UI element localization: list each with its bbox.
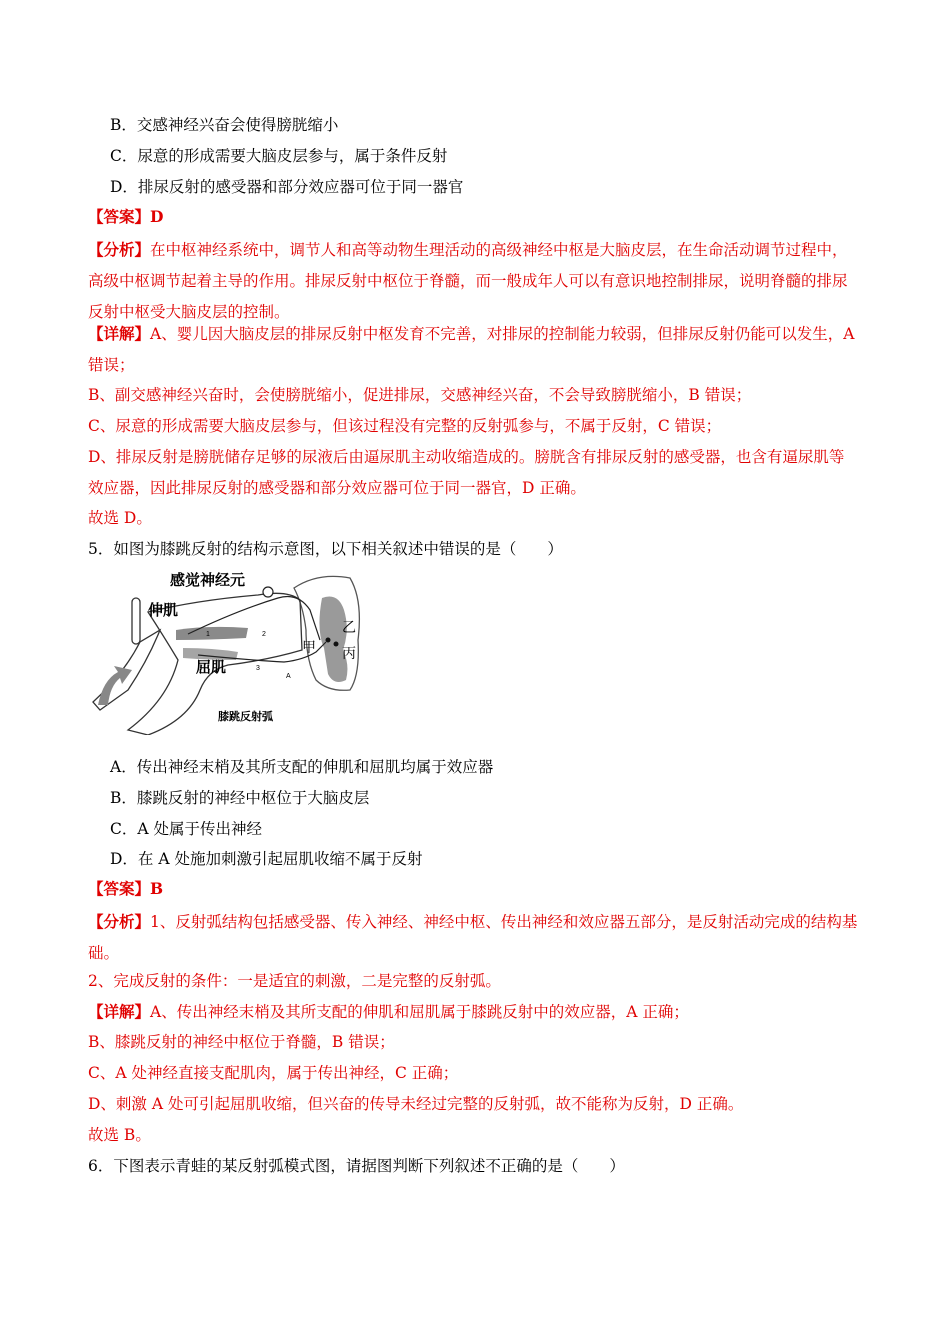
label-extensor: 伸肌 <box>148 602 179 619</box>
extensor-muscle <box>176 627 248 640</box>
label-sensory-neuron: 感觉神经元 <box>170 572 246 589</box>
q5-option-a: A．传出神经末梢及其所支配的伸肌和屈肌均属于效应器 <box>110 758 494 776</box>
answer-tag: 【答案】 <box>88 207 151 226</box>
q5-detail-c: C、A 处神经直接支配肌肉，属于传出神经，C 正确； <box>88 1064 459 1082</box>
label-flexor: 屈肌 <box>196 659 227 676</box>
label-bing: 丙 <box>342 645 356 661</box>
q5-option-b: B．膝跳反射的神经中枢位于大脑皮层 <box>110 789 370 807</box>
q4-detail-a <box>88 318 858 381</box>
analysis-tag: 【分析】 <box>88 912 151 931</box>
q5-conclusion: 故选 B。 <box>88 1126 151 1144</box>
q5-detail-b: B、膝跳反射的神经中枢位于脊髓，B 错误； <box>88 1033 395 1051</box>
q6-stem: 6．下图表示青蛙的某反射弧模式图，请据图判断下列叙述不正确的是（ ） <box>88 1157 625 1175</box>
q4-option-c: C．尿意的形成需要大脑皮层参与，属于条件反射 <box>110 147 448 165</box>
label-point-a: A <box>286 673 291 680</box>
q5-answer <box>88 879 163 899</box>
q4-answer <box>88 207 163 227</box>
detail-a-text: A、婴儿因大脑皮层的排尿反射中枢发育不完善，对排尿的控制能力较弱，但排尿反射仍能可以发生，A 错误； <box>88 325 855 374</box>
answer-tag: 【答案】 <box>88 879 151 898</box>
synapse-dot-2 <box>334 642 339 647</box>
q5-detail-d: D、刺激 A 处可引起屈肌收缩，但兴奋的传导未经过完整的反射弧，故不能称为反射，D 正确。 <box>88 1095 744 1113</box>
q5-option-d: D．在 A 处施加刺激引起屈肌收缩不属于反射 <box>110 850 423 868</box>
figure-caption: 膝跳反射弧 <box>218 711 273 723</box>
answer-value: B <box>150 879 164 898</box>
q4-detail-c: C、尿意的形成需要大脑皮层参与，但该过程没有完整的反射弧参与，不属于反射，C 错误； <box>88 417 722 435</box>
detail-tag: 【详解】 <box>88 1002 151 1021</box>
label-yi: 乙 <box>342 619 356 635</box>
analysis-text-1: 1、反射弧结构包括感受器、传入神经、神经中枢、传出神经和效应器五部分，是反射活动完成的结构基础。 <box>88 913 858 962</box>
q5-analysis <box>88 906 858 969</box>
sensory-neuron-body <box>263 587 273 597</box>
q4-option-d: D．排尿反射的感受器和部分效应器可位于同一器官 <box>110 178 464 196</box>
q4-detail-b: B、副交感神经兴奋时，会使膀胱缩小，促进排尿，交感神经兴奋，不会导致膀胱缩小，B 错误； <box>88 386 752 404</box>
reflex-hammer <box>132 598 140 644</box>
analysis-tag: 【分析】 <box>88 240 151 259</box>
analysis-text: 在中枢神经系统中，调节人和高等动物生理活动的高级神经中枢是大脑皮层，在生命活动调节过程中，高级中枢调节起着主导的作用。排尿反射中枢位于脊髓，而一般成年人可以有意识地控制排尿，说明脊髓的排尿反射中枢受大脑皮层的控制。 <box>88 241 848 321</box>
grey-matter <box>319 597 347 683</box>
q5-analysis-2: 2、完成反射的条件：一是适宜的刺激，二是完整的反射弧。 <box>88 972 501 990</box>
label-jia: 甲 <box>302 639 316 655</box>
q5-stem: 5．如图为膝跳反射的结构示意图，以下相关叙述中错误的是（ ） <box>88 540 563 558</box>
label-num-3: 3 <box>256 665 260 672</box>
synapse-dot-1 <box>326 638 331 643</box>
q4-conclusion: 故选 D。 <box>88 509 152 527</box>
q5-detail-a <box>88 1002 689 1022</box>
q4-analysis <box>88 234 858 328</box>
q5-option-c: C．A 处属于传出神经 <box>110 820 262 838</box>
q4-option-b: B．交感神经兴奋会使得膀胱缩小 <box>110 116 339 134</box>
label-num-2: 2 <box>262 631 266 638</box>
answer-value: D <box>150 207 164 226</box>
knee-jerk-reflex-figure <box>88 570 378 735</box>
q4-detail-d: D、排尿反射是膀胱储存足够的尿液后由逼尿肌主动收缩造成的。膀胱含有排尿反射的感受器，也含有逼尿肌等效应器，因此排尿反射的感受器和部分效应器可位于同一器官，D 正确。 <box>88 448 845 497</box>
detail-tag: 【详解】 <box>88 324 151 343</box>
detail-a-text: A、传出神经末梢及其所支配的伸肌和屈肌属于膝跳反射中的效应器，A 正确； <box>150 1003 689 1021</box>
label-num-1: 1 <box>206 631 210 638</box>
